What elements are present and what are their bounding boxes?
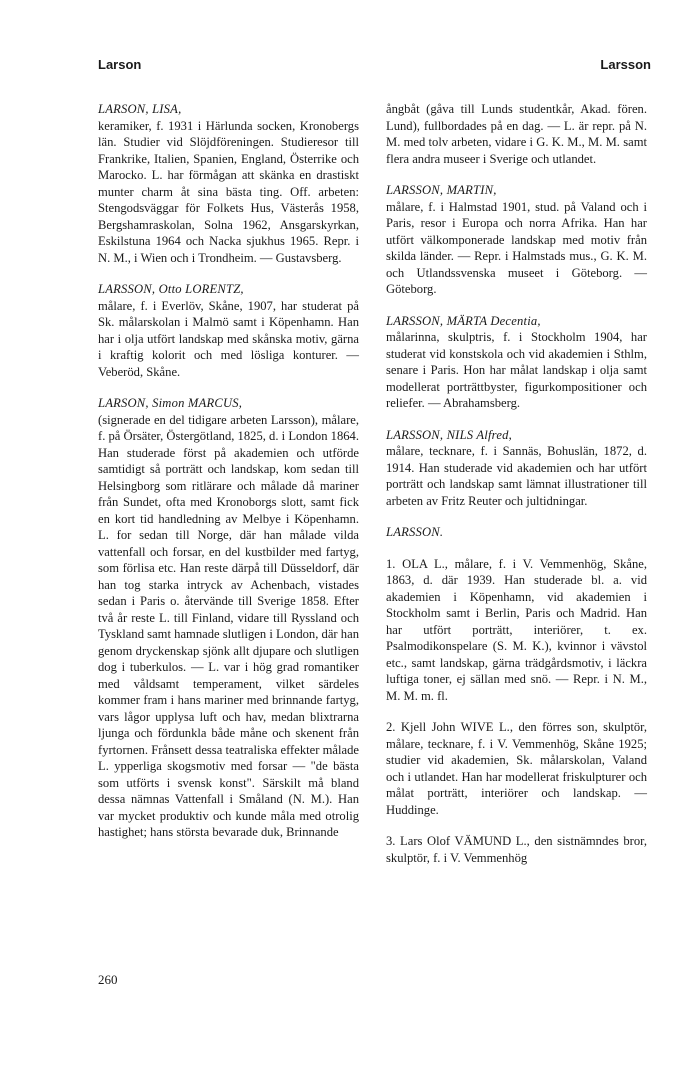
header-left: Larson xyxy=(98,57,142,72)
entry-kjell-john-wive-larsson xyxy=(386,719,647,818)
entry-heading: LARSSON, MARTIN, xyxy=(386,183,497,197)
entry-continuation xyxy=(386,101,647,167)
entry-body: 3. Lars Olof VÄMUND L., den sistnämndes bror, skulptör, f. i V. Vemmenhög xyxy=(386,834,647,865)
entry-nils-alfred-larsson xyxy=(386,427,647,510)
entry-body: målare, tecknare, f. i Sannäs, Bohuslän, 1872, d. 1914. Han studerade vid akademien och har utfört porträtt och landskap samt lämnat illustrationer till arbeten av Fritz Reuter och jultidningar. xyxy=(386,444,647,508)
entry-heading: LARSON, Simon MARCUS, xyxy=(98,396,243,410)
entry-lars-olof-vamund-larsson xyxy=(386,833,647,866)
running-header xyxy=(98,57,651,72)
entry-body: målarinna, skulptris, f. i Stockholm 1904, har studerat vid konstskola och vid akademien i Sthlm, senare i Paris. Hon har målat landskap i olja samt modellerat porträttbyster, figurkompositioner och reliefer. — Abrahamsberg. xyxy=(386,330,647,410)
entry-body: målare, f. i Everlöv, Skåne, 1907, har studerat på Sk. målarskolan i Malmö samt i Köpenhamn. Han har i olja utfört landskap med skånska motiv, gärna i kraftig kolorit och med lösliga konturer. — Veberöd, Skåne. xyxy=(98,298,359,379)
left-column xyxy=(98,101,359,856)
entry-heading: LARSSON, MÄRTA Decentia, xyxy=(386,313,541,328)
entry-body: 1. OLA L., målare, f. i V. Vemmenhög, Skåne, 1863, d. där 1939. Han studerade bl. a. vid akademien i Köpenhamn, vid akademien i Stockholm samt i Berlin, Paris och Madrid. Han har utfört porträtt, interiörer, t. ex. Psalmodikonspelare (S. M. K.), kvinnor i vävstol etc., samt landskap, gärna trädgårdsmotiv, i läckra luftiga toner, ej sällan med snö. — Repr. i N. M., M. M. m. fl. xyxy=(386,556,647,703)
entry-larsson-family xyxy=(386,524,647,541)
page-number: 260 xyxy=(98,972,118,987)
entry-lisa-larson xyxy=(98,101,359,266)
right-column xyxy=(386,101,647,881)
entry-heading: LARSSON, Otto LORENTZ, xyxy=(98,282,244,296)
entry-simon-marcus-larson xyxy=(98,395,359,841)
entry-body: (signerade en del tidigare arbeten Larsson), målare, f. på Örsäter, Östergötland, 1825, d. i London 1864. Han studerade först på akademien och utförde samtidigt så porträtt och landskap, kom sedan till Helsingborg som ritlärare och målade då mariner från Sundet, ofta med Kronoborgs slott, samt fick en kort tid handledning av Melbye i Köpenhamn. L. for sedan till Norge, där han målade vilda vattenfall och forsar, en del kustbilder med fartyg, som förlisa etc. Han reste därpå till Düsseldorf, där han tog starka intryck av Achenbach, vistades sedan i Paris o. återvände till Sverige 1858. Efter två år reste L. till Finland, vidare till Ryssland och Tyskland samt hamnade slutligen i London, där han genom dryckenskap sjönk allt djupare och slutligen dog i tuberkulos. — L. var i hög grad romantiker med våldsamt temperament, vilket särdeles kommer fram i hans mariner med brinnande fartyg, vars lågor upplysa luft och hav, medan blixtrarna ljunga och fördunkla både måne och skenent från fyrtornen. Frånsett dessa teatraliska effekter målade L. ypperliga skogsmotiv med forsar — "de bästa som utförts i svensk konst". Särskilt må bland dessa nämnas Vattenfall i Småland (N. M.). Han var mycket produktiv och kunde måla med otrolig hastighet; hans största bevarade duk, Brinnande xyxy=(98,412,359,839)
entry-martin-larsson xyxy=(386,182,647,298)
entry-body: keramiker, f. 1931 i Härlunda socken, Kronobergs län. Studier vid Slöjdföreningen. Studieresor till Frankrike, Italien, Spanien, England, Österrike och Marocko. L. har förmågan att skänka en drastiskt munter charm åt sina bästa ting. Off. arbeten: Stengodsväggar för Folkets Hus, Västerås 1958, Bergshamraskolan, Solna 1962, Ansgarskyrkan, Eskilstuna 1964 och Nacka sjukhus 1965. Repr. i N. M., i Wien och i Trondheim. — Gustavsberg. xyxy=(98,118,359,265)
entry-otto-lorentz-larsson xyxy=(98,281,359,380)
entry-heading: LARSON, LISA, xyxy=(98,102,182,116)
entry-body: 2. Kjell John WIVE L., den förres son, skulptör, målare, tecknare, f. i V. Vemmenhög, Skåne 1925; studier vid akademien, Sk. målarskolan, Valand och i utlandet. Han har modellerat friskulpturer och målat porträtt, interiörer och landskap. — Huddinge. xyxy=(386,720,647,817)
entry-ola-larsson xyxy=(386,556,647,705)
entry-body: ångbåt (gåva till Lunds studentkår, Akad. fören. Lund), fullbordades på en dag. — L. är repr. på N. M. med tolv arbeten, vidare i G. K. M., M. M. samt flera andra museer i Sverige och utlandet. xyxy=(386,102,647,166)
header-right: Larsson xyxy=(600,57,651,72)
entry-heading: LARSSON. xyxy=(386,525,444,539)
entry-heading: LARSSON, NILS Alfred, xyxy=(386,427,512,442)
entry-marta-larsson xyxy=(386,313,647,412)
entry-body: målare, f. i Halmstad 1901, stud. på Valand och i Paris, resor i Europa och norra Afrika. Han har utfört välkomponerade landskap med motiv från skilda länder. — Repr. i Halmstads mus., G. K. M. och Utlandssvenska museet i Göteborg. — Göteborg. xyxy=(386,199,647,296)
